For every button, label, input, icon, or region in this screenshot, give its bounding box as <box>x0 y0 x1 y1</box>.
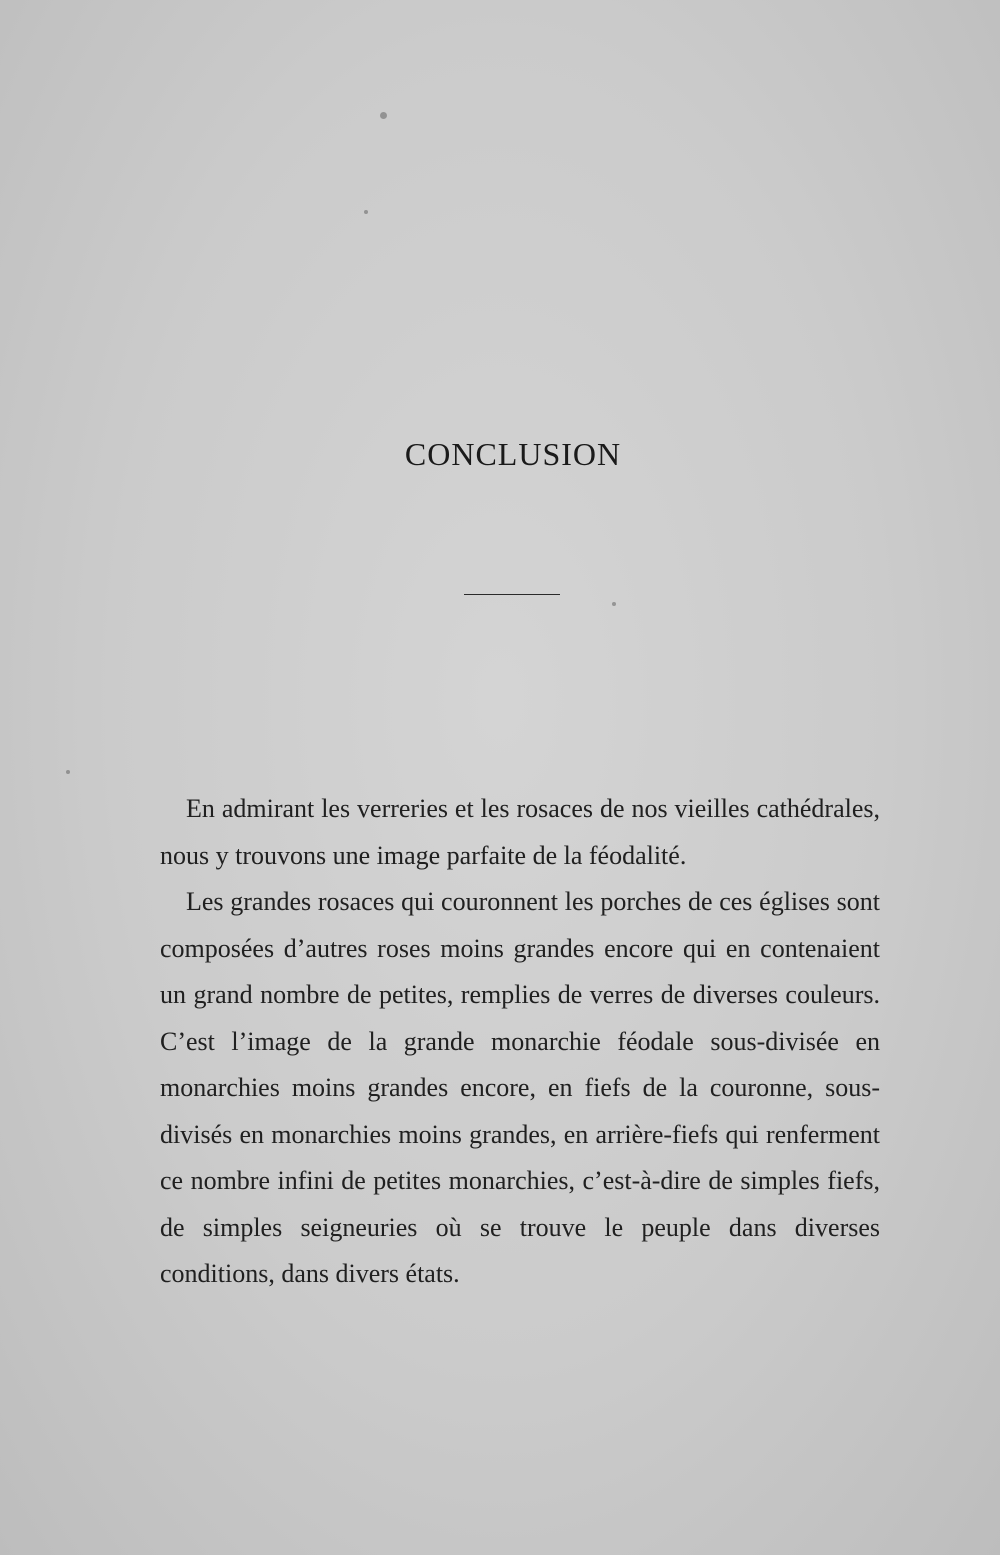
paper-speck <box>66 770 70 774</box>
paper-speck <box>612 602 616 606</box>
title-separator-rule <box>464 594 560 595</box>
paragraph: En admirant les verreries et les rosaces de nos vieilles cathédrales, nous y trouvons une image parfaite de la féodalité. <box>160 794 880 870</box>
paragraph: Les grandes rosaces qui couronnent les porches de ces églises sont composées d’autres roses moins grandes encore qui en contenaient un grand nombre de petites, remplies de verres de diverses couleurs. C’est l’image de la grande monarchie féodale sous-divisée en monarchies moins grandes encore, en fiefs de la couronne, sous-divisés en monarchies moins grandes, en arrière-fiefs qui renferment ce nombre infini de petites monarchies, c’est-à-dire de simples fiefs, de simples seigneuries où se trouve le peuple dans diverses conditions, dans divers états. <box>160 887 880 1288</box>
chapter-body <box>160 786 880 1298</box>
paper-speck <box>364 210 368 214</box>
paper-speck <box>380 112 387 119</box>
chapter-title: CONCLUSION <box>404 436 622 472</box>
